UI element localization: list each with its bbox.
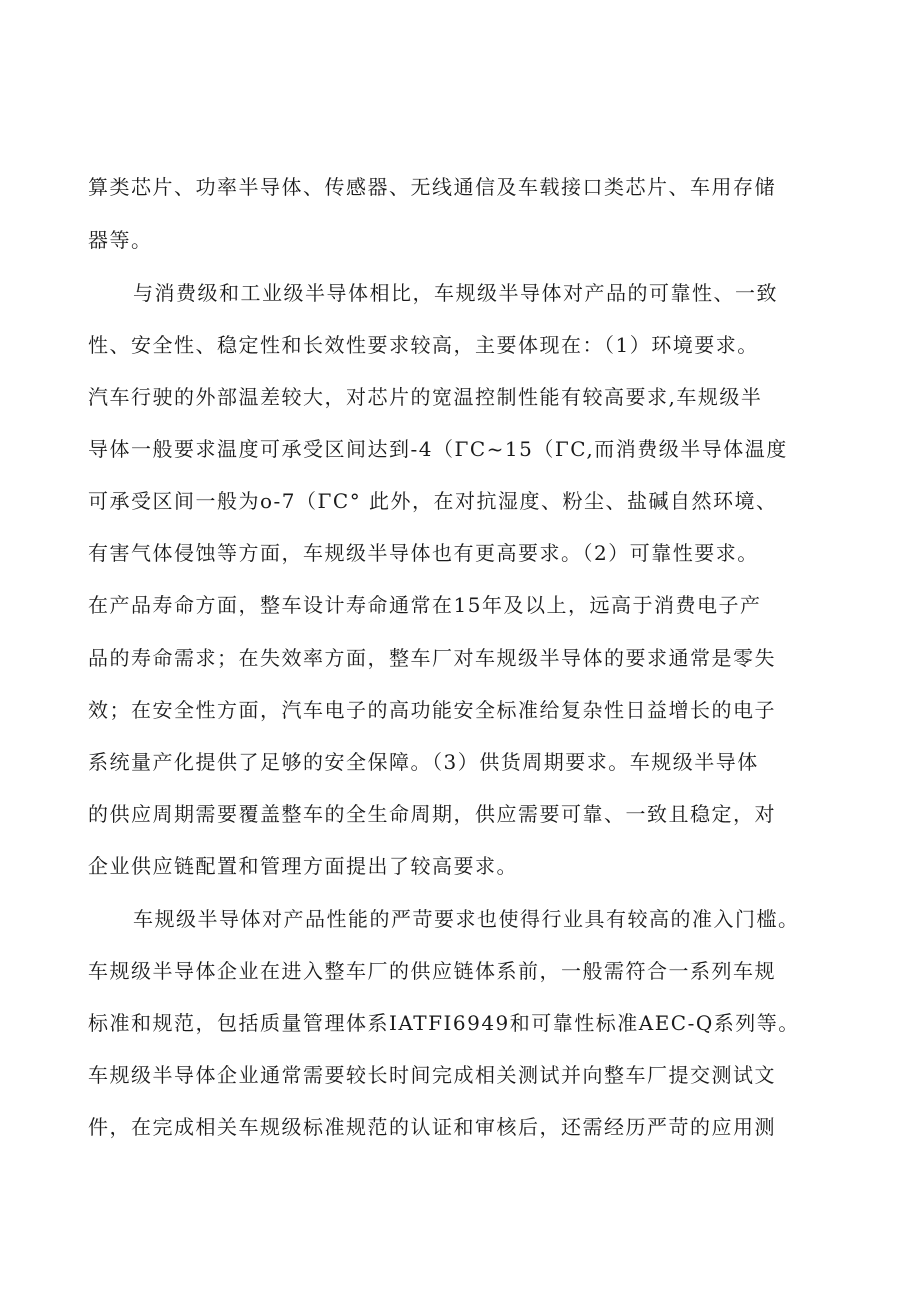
- text-line: 车规级半导体企业在进入整车厂的供应链体系前，一般需符合一系列车规: [88, 959, 776, 983]
- text-line: 导体一般要求温度可承受区间达到-4（ΓC~15（ΓC,而消费级半导体温度: [88, 437, 788, 461]
- text-line: 效；在安全性方面，汽车电子的高功能安全标准给复杂性日益增长的电子: [88, 698, 776, 722]
- text-line: 的供应周期需要覆盖整车的全生命周期，供应需要可靠、一致且稳定，对: [88, 802, 776, 826]
- text-line: 可承受区间一般为o-7（ΓC° 此外，在对抗湿度、粉尘、盐碱自然环境、: [88, 489, 778, 513]
- text-line: 系统量产化提供了足够的安全保障。（3）供货周期要求。车规级半导体: [88, 750, 759, 774]
- text-line: 在产品寿命方面，整车设计寿命通常在15年及以上，远高于消费电子产: [88, 593, 762, 617]
- text-line: 器等。: [88, 228, 153, 252]
- text-line: 件，在完成相关车规级标准规范的认证和审核后，还需经历严苛的应用测: [88, 1115, 776, 1139]
- text-line: 算类芯片、功率半导体、传感器、无线通信及车载接口类芯片、车用存储: [88, 175, 776, 199]
- text-line: 企业供应链配置和管理方面提出了较高要求。: [88, 854, 518, 878]
- text-line: 性、安全性、稳定性和长效性要求较高，主要体现在：（1）环境要求。: [88, 333, 759, 357]
- text-line: 品的寿命需求；在失效率方面，整车厂对车规级半导体的要求通常是零失: [88, 646, 776, 670]
- text-line: 车规级半导体企业通常需要较长时间完成相关测试并向整车厂提交测试文: [88, 1063, 776, 1087]
- text-line: 汽车行驶的外部温差较大，对芯片的宽温控制性能有较高要求,车规级半: [88, 385, 763, 409]
- text-line: 有害气体侵蚀等方面，车规级半导体也有更高要求。（2）可靠性要求。: [88, 541, 759, 565]
- text-line: 标准和规范，包括质量管理体系IATFI6949和可靠性标准AEC-Q系列等。: [88, 1011, 800, 1035]
- paragraph-start-line: 车规级半导体对产品性能的严苛要求也使得行业具有较高的准入门槛。: [133, 907, 800, 931]
- paragraph-start-line: 与消费级和工业级半导体相比，车规级半导体对产品的可靠性、一致: [133, 281, 778, 305]
